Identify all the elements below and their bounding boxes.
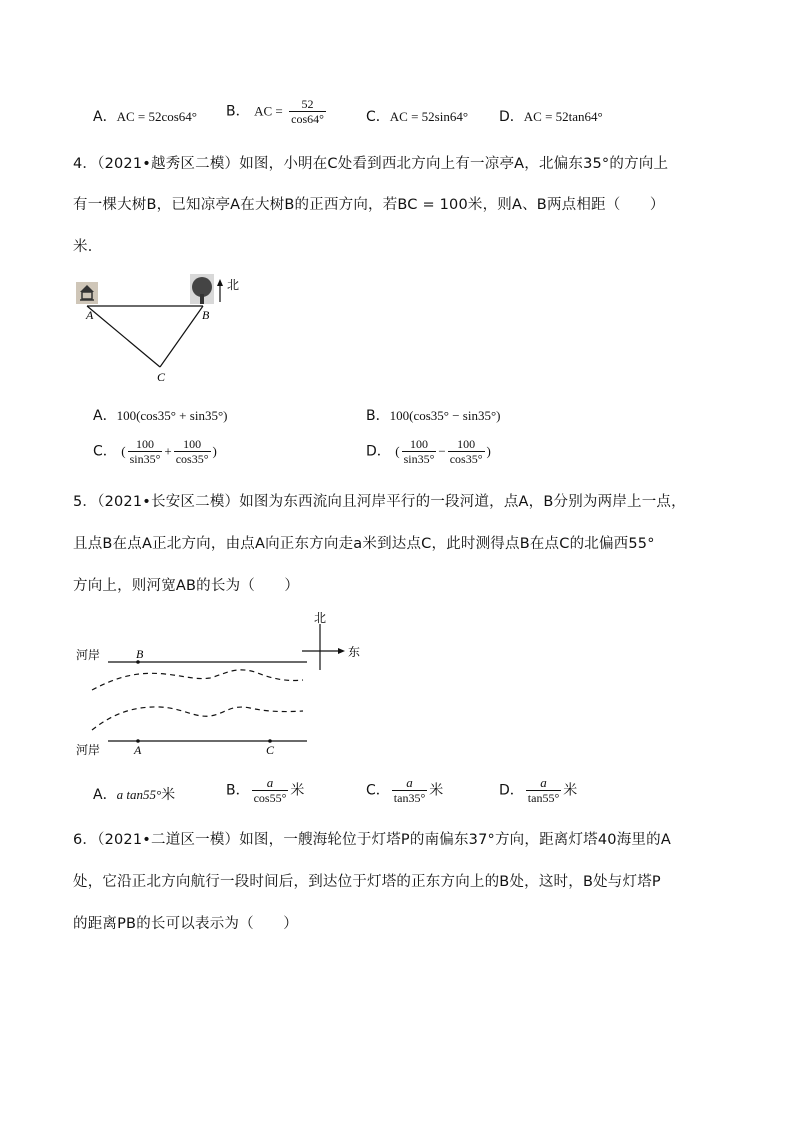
tree-icon xyxy=(190,274,214,304)
q5-label-a: A xyxy=(134,743,142,757)
q5-option-c: C． $\frac{a}{\tan 35^\circ}$ 米 xyxy=(366,775,444,805)
q5-north-label: 北 xyxy=(314,611,327,625)
pavilion-icon xyxy=(76,282,98,304)
compass-icon xyxy=(302,624,345,670)
q3-option-a: A．AC = 52cos64° xyxy=(93,109,197,125)
q4-option-b: B．100(cos35° − sin35°) xyxy=(366,408,501,424)
q5-text-line2: 且点B在点A正北方向，由点A向正东方向走a米到达点C，此时测得点B在点C的北偏西55° xyxy=(73,536,655,552)
q5-figure xyxy=(70,608,370,768)
q5-bank-top-label: 河岸 xyxy=(76,648,101,662)
q3-option-d: D．AC = 52tan64° xyxy=(499,109,603,125)
q5-text-line3: 方向上，则河宽AB的长为（ ） xyxy=(73,578,300,594)
q4-option-d: D． ( $\frac{100}{\sin 35^\circ}$ − $\frac{100}{\cos 35^\circ}$ ) xyxy=(366,437,491,466)
q4-option-c: C． ( $\frac{100}{\sin 35^\circ}$ + $\frac{100}{\cos 35^\circ}$ ) xyxy=(93,437,217,466)
q5-text-line1: 5．（2021•长安区二模）如图为东西流向且河岸平行的一段河道，点A，B分别为两岸上一点， xyxy=(73,494,686,510)
q4-figure xyxy=(70,270,260,390)
q4-label-c: C xyxy=(157,370,166,384)
q4-option-a: A．100(cos35° + sin35°) xyxy=(93,408,228,424)
north-arrow-icon xyxy=(217,279,223,302)
q6-text-line3: 的距离PB的长可以表示为（ ） xyxy=(73,916,298,932)
q5-bank-bottom-label: 河岸 xyxy=(76,743,101,757)
q5-label-c: C xyxy=(266,743,275,757)
q5-label-b: B xyxy=(136,647,144,661)
q3-option-b: B． AC = $\frac{52}{\cos 64^\circ}$ xyxy=(226,97,324,126)
q6-text-line2: 处，它沿正北方向航行一段时间后，到达位于灯塔的正东方向上的B处，这时，B处与灯塔P xyxy=(73,874,661,890)
q5-option-b: B． $\frac{a}{\cos 55^\circ}$ 米 xyxy=(226,775,305,805)
q6-text-line1: 6．（2021•二道区一模）如图，一艘海轮位于灯塔P的南偏东37°方向，距离灯塔40海里的A xyxy=(73,832,671,848)
q4-text-line3: 米． xyxy=(73,239,103,255)
q4-north-label: 北 xyxy=(227,278,240,292)
q5-option-d: D． $\frac{a}{\tan 55^\circ}$ 米 xyxy=(499,775,578,805)
q5-east-label: 东 xyxy=(348,645,361,659)
q4-text-line1: 4．（2021•越秀区二模）如图，小明在C处看到西北方向上有一凉亭A，北偏东35°的方向上 xyxy=(73,156,669,172)
q4-label-a: A xyxy=(86,308,94,322)
q3-option-c: C．AC = 52sin64° xyxy=(366,109,469,125)
q4-text-line2: 有一棵大树B，已知凉亭A在大树B的正西方向，若BC = 100米，则A、B两点相距（ ） xyxy=(73,197,665,213)
q4-label-b: B xyxy=(202,308,210,322)
q5-option-a: A．a tan55°米 xyxy=(93,787,176,803)
